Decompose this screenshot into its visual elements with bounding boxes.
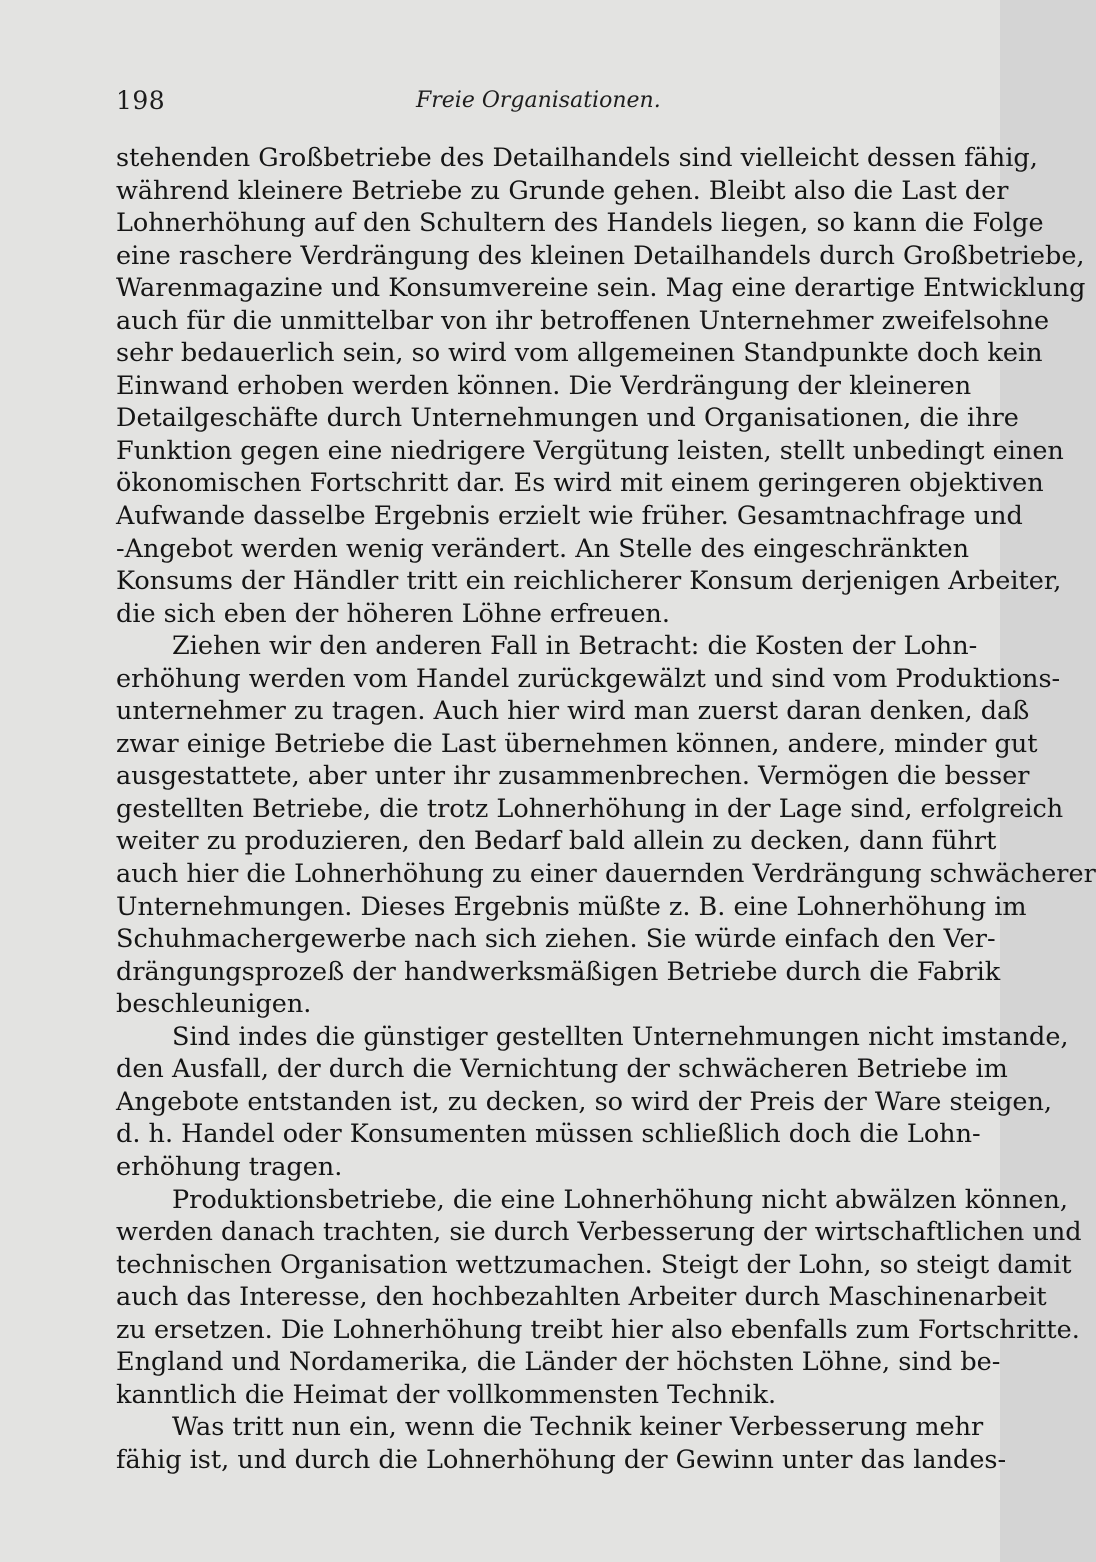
paragraph <box>116 1021 1069 1184</box>
paragraph <box>116 1411 1007 1476</box>
text-line: technischen Organisation wettzumachen. Steigt der Lohn, so steigt damit <box>116 1249 1072 1280</box>
text-line: Angebote entstanden ist, zu decken, so wird der Preis der Ware steigen, <box>116 1086 1053 1117</box>
paragraph <box>116 630 1096 1021</box>
text-line: unternehmer zu tragen. Auch hier wird man zuerst daran denken, daß <box>116 696 1030 727</box>
text-line: gestellten Betriebe, die trotz Lohnerhöhung in der Lage sind, erfolgreich <box>116 793 1064 824</box>
text-line: Einwand erhoben werden können. Die Verdrängung der kleineren <box>116 370 972 401</box>
text-line: d. h. Handel oder Konsumenten müssen schließlich doch die Lohn- <box>116 1119 981 1150</box>
text-line: England und Nordamerika, die Länder der höchsten Löhne, sind be- <box>116 1347 1001 1378</box>
text-line: Lohnerhöhung auf den Schultern des Handels liegen, so kann die Folge <box>116 208 1044 239</box>
text-line: Ziehen wir den anderen Fall in Betracht: die Kosten der Lohn- <box>172 631 978 662</box>
text-line: Was tritt nun ein, wenn die Technik keiner Verbesserung mehr <box>172 1412 984 1443</box>
text-line: den Ausfall, der durch die Vernichtung der schwächeren Betriebe im <box>116 1054 1008 1085</box>
text-line: zwar einige Betriebe die Last übernehmen können, andere, minder gut <box>116 728 1038 759</box>
text-line: fähig ist, und durch die Lohnerhöhung der Gewinn unter das landes- <box>116 1444 1007 1475</box>
text-line: ausgestattete, aber unter ihr zusammenbrechen. Vermögen die besser <box>116 761 1030 792</box>
text-line: die sich eben der höheren Löhne erfreuen. <box>116 598 670 629</box>
text-line: werden danach trachten, sie durch Verbesserung der wirtschaftlichen und <box>116 1217 1082 1248</box>
text-line: auch hier die Lohnerhöhung zu einer dauernden Verdrängung schwächerer <box>116 859 1096 890</box>
text-line: erhöhung werden vom Handel zurückgewälzt und sind vom Produktions- <box>116 663 1061 694</box>
text-line: stehenden Großbetriebe des Detailhandels sind vielleicht dessen fähig, <box>116 143 1038 173</box>
text-line: sehr bedauerlich sein, so wird vom allgemeinen Standpunkte doch kein <box>116 338 1043 369</box>
text-line: auch das Interesse, den hochbezahlten Arbeiter durch Maschinenarbeit <box>116 1282 1047 1313</box>
text-line: beschleunigen. <box>116 989 312 1020</box>
text-line: erhöhung tragen. <box>116 1151 343 1182</box>
body-text <box>116 142 1096 1476</box>
text-line: eine raschere Verdrängung des kleinen Detailhandels durch Großbetriebe, <box>116 240 1085 271</box>
text-line: zu ersetzen. Die Lohnerhöhung treibt hier also ebenfalls zum Fortschritte. <box>116 1314 1080 1345</box>
text-line: Schuhmachergewerbe nach sich ziehen. Sie würde einfach den Ver- <box>116 924 996 955</box>
text-line: weiter zu produzieren, den Bedarf bald allein zu decken, dann führt <box>116 826 997 857</box>
text-line: kanntlich die Heimat der vollkommensten Technik. <box>116 1379 777 1410</box>
text-line: Funktion gegen eine niedrigere Vergütung leisten, stellt unbedingt einen <box>116 435 1064 466</box>
text-line: drängungsprozeß der handwerksmäßigen Betriebe durch die Fabrik <box>116 956 1001 987</box>
text-line: -Angebot werden wenig verändert. An Stelle des eingeschränkten <box>116 533 970 564</box>
page-header <box>116 86 936 116</box>
text-line: Sind indes die günstiger gestellten Unternehmungen nicht imstande, <box>172 1021 1069 1052</box>
text-line: Produktionsbetriebe, die eine Lohnerhöhung nicht abwälzen können, <box>172 1184 1068 1215</box>
paragraph <box>116 1184 1082 1412</box>
text-line: Aufwande dasselbe Ergebnis erzielt wie früher. Gesamtnachfrage und <box>116 501 1023 532</box>
text-line: ökonomischen Fortschritt dar. Es wird mit einem geringeren objektiven <box>116 468 1044 499</box>
text-line: Detailgeschäfte durch Unternehmungen und Organisationen, die ihre <box>116 403 1019 434</box>
paragraph <box>116 142 1086 630</box>
page-number: 198 <box>116 86 166 115</box>
running-title: Freie Organisationen. <box>416 88 661 113</box>
text-line: Konsums der Händler tritt ein reichlicherer Konsum derjenigen Arbeiter, <box>116 566 1062 597</box>
text-line: Warenmagazine und Konsumvereine sein. Mag eine derartige Entwicklung <box>116 273 1086 304</box>
text-line: auch für die unmittelbar von ihr betroffenen Unternehmer zweifelsohne <box>116 305 1050 336</box>
text-line: Unternehmungen. Dieses Ergebnis müßte z. B. eine Lohnerhöhung im <box>116 891 1027 922</box>
text-line: während kleinere Betriebe zu Grunde gehen. Bleibt also die Last der <box>116 175 1009 206</box>
